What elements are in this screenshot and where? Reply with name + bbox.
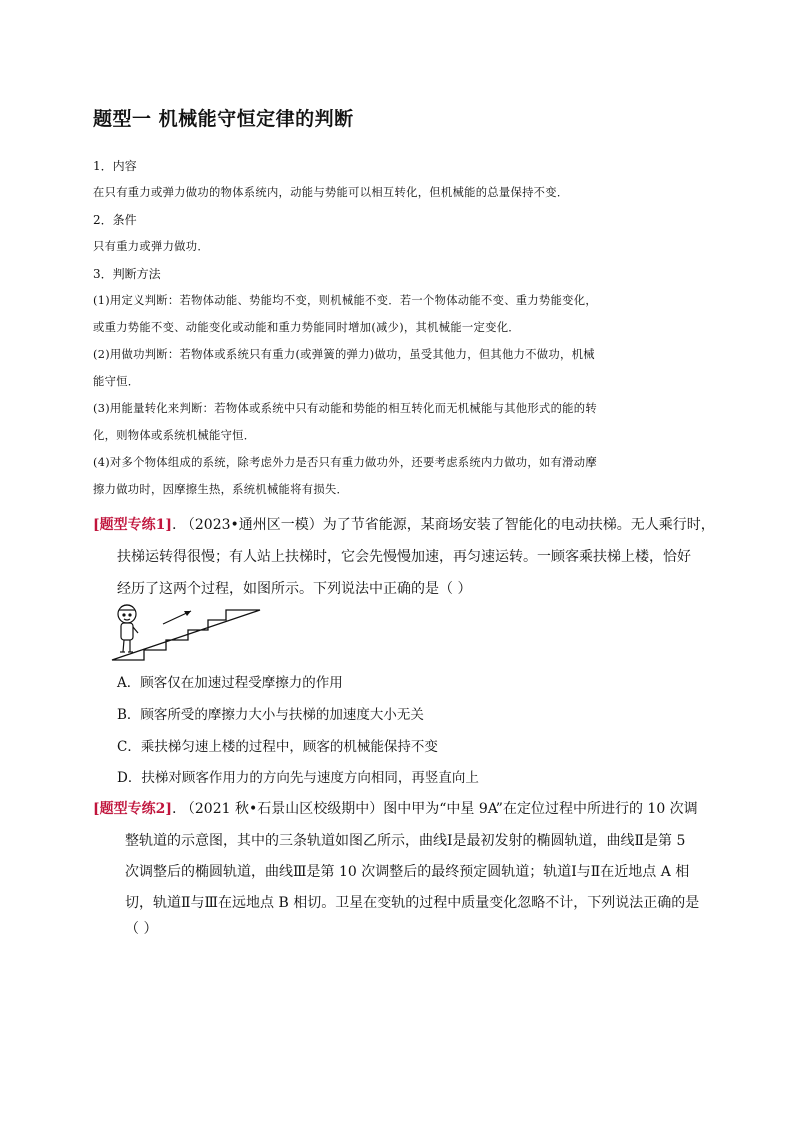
- section-2-heading: 2．条件: [93, 213, 137, 227]
- section-3-line: 或重力势能不变、动能变化或动能和重力势能同时增加(减少)，其机械能一定变化．: [93, 321, 520, 334]
- section-1-heading: 1．内容: [93, 159, 137, 173]
- question-1-tag: [题型专练1]: [93, 517, 172, 533]
- question-1-option-c: C．乘扶梯匀速上楼的过程中，顾客的机械能保持不变: [117, 739, 438, 755]
- section-2-body: 只有重力或弹力做功．: [93, 240, 209, 253]
- section-3-line: (3)用能量转化来判断：若物体或系统中只有动能和势能的相互转化而无机械能与其他形式的能的转: [93, 402, 597, 415]
- escalator-figure: [108, 600, 268, 664]
- section-3-line: 化，则物体或系统机械能守恒．: [93, 429, 256, 442]
- section-3-line: (4)对多个物体组成的系统，除考虑外力是否只有重力做功外，还要考虑系统内力做功，如有滑动摩: [93, 456, 597, 469]
- question-1-line: 扶梯运转得很慢；有人站上扶梯时，它会先慢慢加速，再匀速运转。一顾客乘扶梯上楼，恰好: [117, 549, 691, 565]
- person-icon: [118, 605, 138, 652]
- page-title: 题型一 机械能守恒定律的判断: [93, 108, 354, 130]
- section-3-heading: 3．判断方法: [93, 267, 161, 281]
- question-2-line: 整轨道的示意图，其中的三条轨道如图乙所示，曲线Ⅰ是最初发射的椭圆轨道，曲线Ⅱ是第 5: [125, 833, 686, 849]
- question-2-tag: [题型专练2]: [93, 801, 172, 817]
- section-3-line: 能守恒．: [93, 375, 140, 388]
- section-3-line: (1)用定义判断：若物体动能、势能均不变，则机械能不变．若一个物体动能不变、重力势能变化，: [93, 294, 597, 307]
- question-2-text: . （2021 秋•石景山区校级期中）图中甲为“中星 9A”在定位过程中所进行的 10 次调: [172, 801, 698, 817]
- question-1-text: . （2023•通州区一模）为了节省能源，某商场安装了智能化的电动扶梯。无人乘行时，: [172, 517, 715, 533]
- question-2-line: 次调整后的椭圆轨道，曲线Ⅲ是第 10 次调整后的最终预定圆轨道；轨道Ⅰ与Ⅱ在近地点 A 相: [125, 864, 690, 880]
- question-1-line: 经历了这两个过程，如图所示。下列说法中正确的是（ ）: [117, 581, 472, 597]
- section-3-line: (2)用做功判断：若物体或系统只有重力(或弹簧的弹力)做功，虽受其他力，但其他力不做功，机械: [93, 348, 595, 361]
- question-1-option-d: D．扶梯对顾客作用力的方向先与速度方向相同，再竖直向上: [117, 770, 479, 786]
- question-1-option-a: A．顾客仅在加速过程受摩擦力的作用: [117, 675, 343, 691]
- section-3-line: 擦力做功时，因摩擦生热，系统机械能将有损失．: [93, 483, 349, 496]
- question-2-line: 切，轨道Ⅱ与Ⅲ在远地点 B 相切。卫星在变轨的过程中质量变化忽略不计，下列说法正确的是: [125, 895, 700, 911]
- question-1-first-line: [93, 514, 715, 534]
- section-1-body: 在只有重力或弹力做功的物体系统内，动能与势能可以相互转化，但机械能的总量保持不变．: [93, 186, 569, 199]
- question-2-first-line: [93, 798, 698, 818]
- direction-arrow-icon: [163, 611, 191, 624]
- question-2-line: （ ）: [125, 921, 158, 937]
- question-1-option-b: B．顾客所受的摩擦力大小与扶梯的加速度大小无关: [117, 707, 424, 723]
